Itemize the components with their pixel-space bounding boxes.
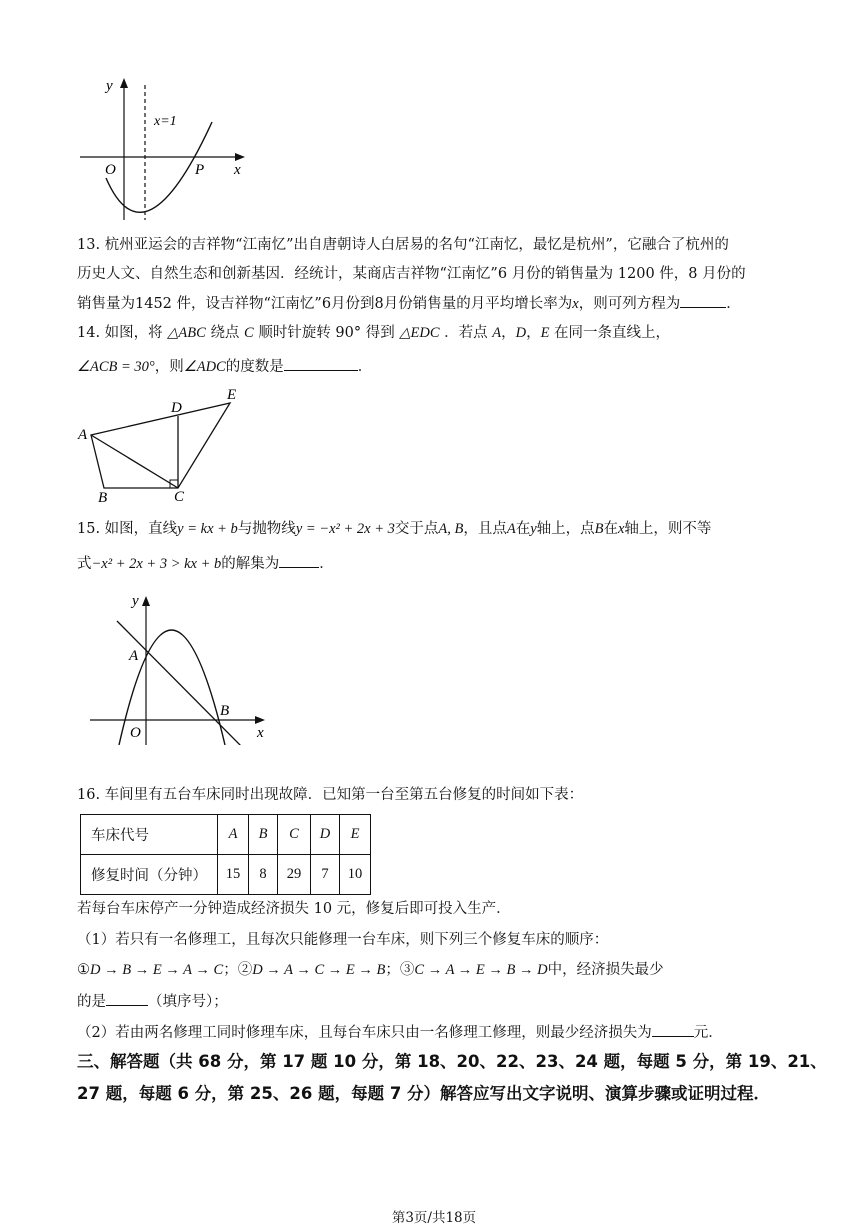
q14-triangle-edc: △EDC <box>399 325 440 341</box>
q14-point-c: C <box>244 325 254 341</box>
q15-points-ab: A, B <box>438 521 464 537</box>
label-x: x <box>234 162 241 178</box>
label-y: y <box>106 78 113 94</box>
label-e: E <box>227 387 237 403</box>
figure-q15-line-parabola <box>85 585 275 745</box>
section3-line2: 27 题，每题 6 分，第 25、26 题，每题 7 分）解答应写出文字说明、演算步骤或证明过程． <box>77 1084 771 1103</box>
label-c: C <box>174 489 185 505</box>
q14-point-a: A <box>492 325 502 341</box>
repair-time-table <box>80 814 371 895</box>
table-cell: E <box>340 815 371 855</box>
q16-line6 <box>77 1022 723 1043</box>
q14-text-c: 绕点 <box>210 325 240 341</box>
q16-opt1-mark: ① <box>77 962 90 978</box>
q14-text-a: 14. 如图，将 <box>77 325 163 341</box>
table-cell: A <box>218 815 249 855</box>
table-head-code: 车床代号 <box>81 815 218 855</box>
q14-text-e: 顺时针旋转 90° 得到 <box>258 325 395 341</box>
q13-answer-blank[interactable] <box>680 293 726 308</box>
x-axis-arrow <box>255 716 265 724</box>
q16-line6-b: 元． <box>693 1025 723 1041</box>
table-cell: 10 <box>340 855 371 895</box>
table-cell: B <box>249 815 278 855</box>
q15-x: x <box>617 521 625 537</box>
table-head-time: 修复时间（分钟） <box>81 855 218 895</box>
q16-order-2: D → A → C → E → B <box>252 962 386 978</box>
q16-answer-blank-1[interactable] <box>106 991 148 1006</box>
q15-text-c: 与抛物线 <box>237 521 296 537</box>
table-row <box>81 855 371 895</box>
q13-line3-end: ． <box>726 296 741 312</box>
table-cell: 8 <box>249 855 278 895</box>
q15-line-eq: y = kx + b <box>177 521 238 537</box>
q14-angle-acb: ∠ACB = 30° <box>77 359 155 375</box>
label-b: B <box>98 490 108 505</box>
q15-text-e: 交于点 <box>394 521 439 537</box>
table-cell: C <box>278 815 311 855</box>
q16-line4-tail: 中，经济损失最少 <box>547 962 664 978</box>
q13-line3-text-b: ，则可列方程为 <box>578 296 681 312</box>
q15-text-shi: 式 <box>77 556 92 572</box>
section3-line1: 三、解答题（共 68 分，第 17 题 10 分，第 18、20、22、23、24 题，每题 5 分，第 19、21、 <box>77 1052 827 1071</box>
x-axis-arrow <box>235 153 245 161</box>
label-x-equals-1: x=1 <box>154 114 177 129</box>
table-cell: D <box>311 815 340 855</box>
label-d: D <box>171 400 182 416</box>
label-a: A <box>78 427 88 443</box>
label-b: B <box>220 703 230 719</box>
quad-abce-outline <box>91 403 230 488</box>
q16-answer-blank-2[interactable] <box>652 1022 694 1037</box>
q15-text-k: 轴上，点 <box>536 521 595 537</box>
label-p: P <box>195 162 205 178</box>
label-x: x <box>257 725 264 741</box>
q15-text-g: ，且点 <box>463 521 507 537</box>
page-footer: 第3页/共18页 <box>391 1210 477 1226</box>
q14-line2-end: ． <box>357 359 373 375</box>
q14-text-then: ，则 <box>154 359 184 375</box>
q14-text-degree: 的度数是 <box>225 359 284 375</box>
q16-line5 <box>77 991 228 1012</box>
table-cell: 15 <box>218 855 249 895</box>
table-cell: 7 <box>311 855 340 895</box>
q15-text-m: 在 <box>603 521 618 537</box>
q15-y: y <box>530 521 537 537</box>
q14-point-e: E <box>540 325 550 341</box>
label-origin: O <box>105 162 116 178</box>
label-origin: O <box>130 725 141 741</box>
q15-text-a: 15. 如图，直线 <box>77 521 178 537</box>
q14-comma-2: ， <box>526 325 541 341</box>
q13-line3-text-a: 销售量为1452 件，设吉祥物“江南忆”6月份到8月份销售量的月平均增长率为 <box>77 296 573 312</box>
q16-opt2-mark: ；② <box>223 962 253 978</box>
q15-text-i: 在 <box>515 521 531 537</box>
q14-text-g: ．若点 <box>444 325 488 341</box>
q14-triangle-abc: △ABC <box>167 325 206 341</box>
segment-ac <box>91 435 178 488</box>
table-row <box>81 815 371 855</box>
figure-q12-parabola <box>70 70 260 230</box>
q16-line2: 若每台车床停产一分钟造成经济损失 10 元，修复后即可投入生产． <box>77 901 511 917</box>
q15-text-o: 轴上，则不等 <box>624 521 712 537</box>
q15-point-b: B <box>594 521 604 537</box>
q16-line1: 16. 车间里有五台车床同时出现故障．已知第一台至第五台修复的时间如下表： <box>77 787 584 803</box>
q16-line6-a: （2）若由两名修理工同时修理车床，且每台车床只由一名修理工修理，则最少经济损失为 <box>77 1025 652 1041</box>
q15-inequality: −x² + 2x + 3 > kx + b <box>91 556 222 572</box>
q15-line2-end: ． <box>319 556 334 572</box>
q16-line3: （1）若只有一名修理工，且每次只能修理一台车床，则下列三个修复车床的顺序： <box>77 932 609 948</box>
q14-answer-blank[interactable] <box>284 356 358 371</box>
q15-answer-blank[interactable] <box>279 553 319 568</box>
q16-line4 <box>77 960 664 980</box>
q15-parabola-eq: y = −x² + 2x + 3 <box>295 521 395 537</box>
q14-line2 <box>77 356 372 377</box>
q16-line5-b: （填序号）； <box>148 994 228 1010</box>
q16-opt3-mark: ；③ <box>385 962 415 978</box>
q13-line1: 13. 杭州亚运会的吉祥物“江南忆”出自唐朝诗人白居易的名句“江南忆，最忆是杭州”，它融合了杭州的 <box>77 237 729 253</box>
q14-text-m: 在同一条直线上， <box>554 325 671 341</box>
label-y: y <box>132 593 139 609</box>
y-axis-arrow <box>142 596 150 606</box>
q14-angle-adc: ∠ADC <box>183 359 226 375</box>
q14-comma-1: ， <box>501 325 516 341</box>
figure-q14-triangles <box>75 380 255 505</box>
q16-order-1: D → B → E → A → C <box>90 962 224 978</box>
q13-line3 <box>77 293 741 314</box>
q15-line2 <box>77 553 334 574</box>
q16-line5-a: 的是 <box>77 994 106 1010</box>
q13-line2: 历史人文、自然生态和创新基因．经统计，某商店吉祥物“江南忆”6 月份的销售量为 1200 件，8 月份的 <box>77 266 746 282</box>
q16-order-3: C → A → E → B → D <box>414 962 548 978</box>
q14-line1 <box>77 323 670 343</box>
q15-line1 <box>77 519 711 539</box>
q15-point-a: A <box>506 521 516 537</box>
label-a: A <box>129 648 139 664</box>
table-cell: 29 <box>278 855 311 895</box>
q14-point-d: D <box>515 325 527 341</box>
q13-var-x: x <box>572 296 579 312</box>
y-axis-arrow <box>120 78 128 88</box>
q15-text-solution: 的解集为 <box>221 556 280 572</box>
